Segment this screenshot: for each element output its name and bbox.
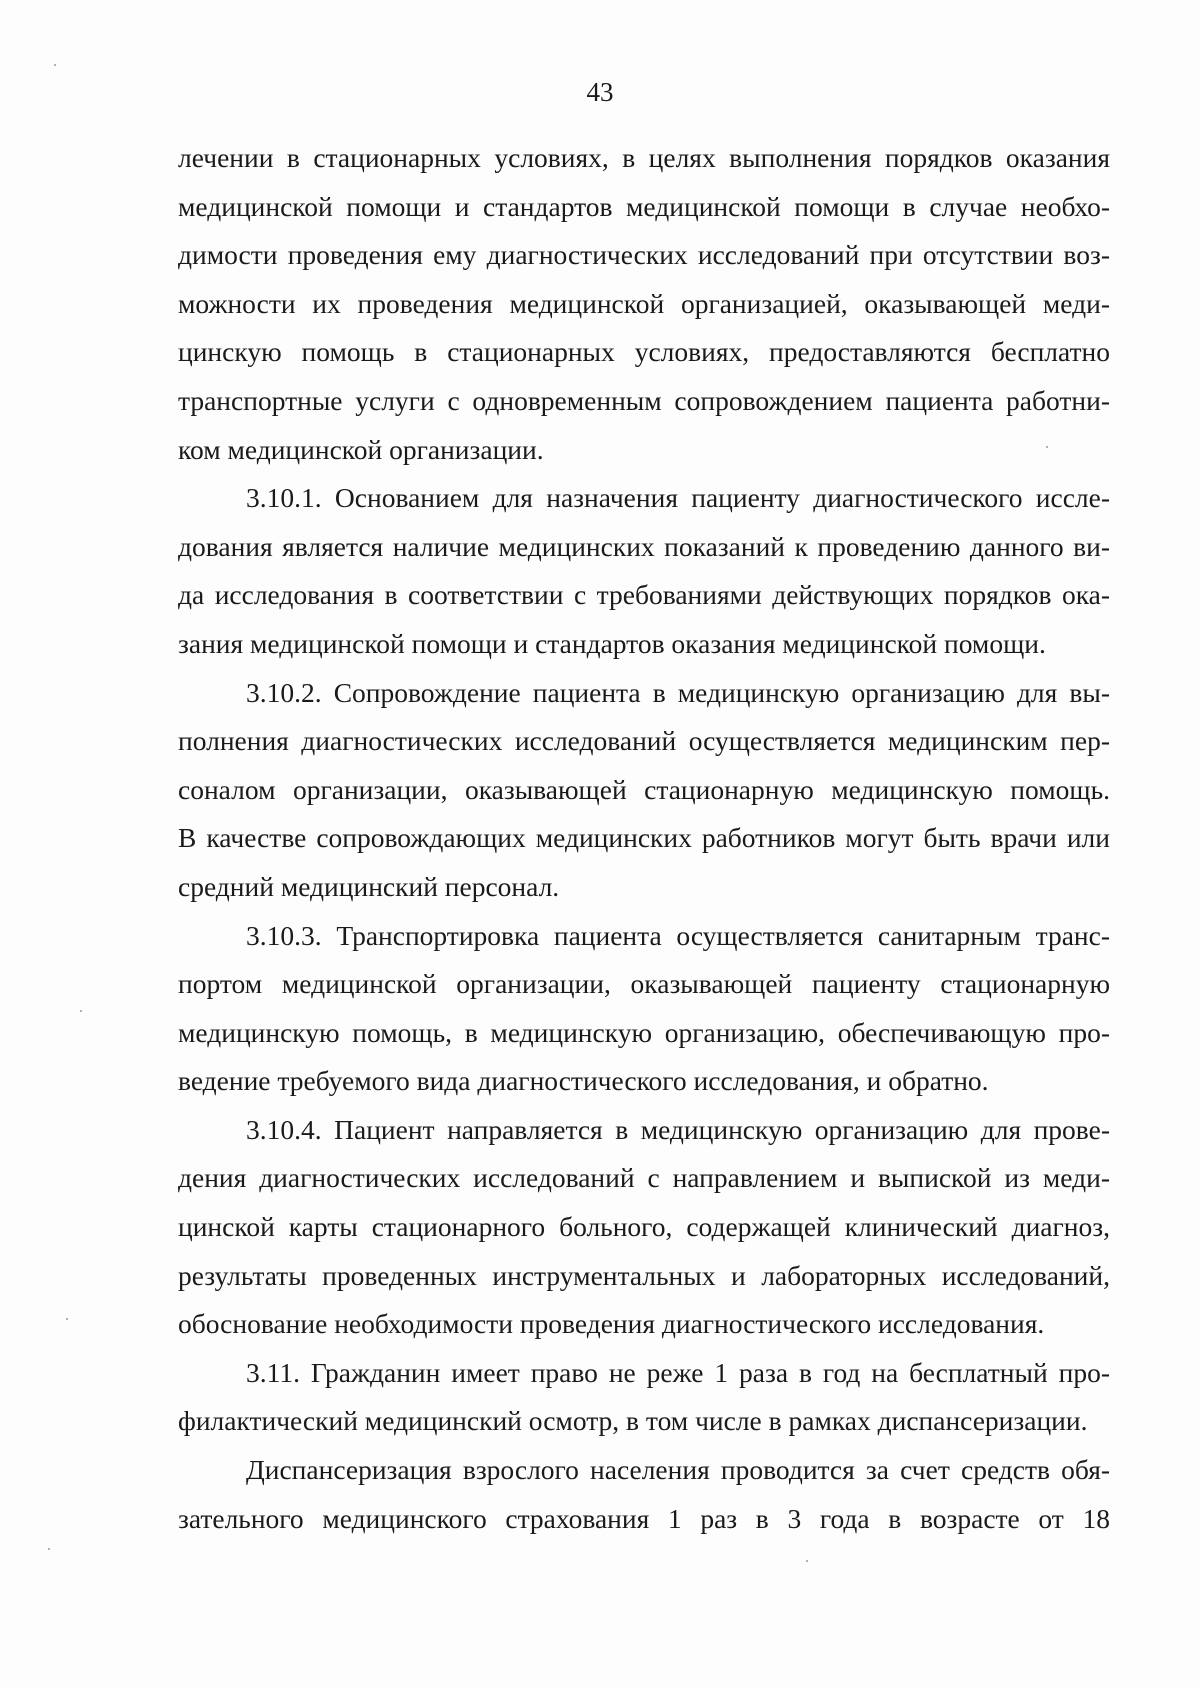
document-body [178,134,1110,1543]
scan-speck [806,1560,808,1562]
text-line: дования является наличие медицинских показаний к проведению данного ви- [178,530,1110,562]
text-line: средний медицинский персонал. [178,870,560,902]
text-line: 3.11. Гражданин имеет право не реже 1 раза в год на бесплатный про- [246,1356,1110,1388]
scan-speck [1046,446,1048,448]
page-number: 43 [586,77,614,107]
scan-speck [80,1010,82,1012]
text-line: лечении в стационарных условиях, в целях выполнения порядков оказания [178,142,1110,173]
text-line: зания медицинской помощи и стандартов оказания медицинской помощи. [178,627,1046,659]
text-line: цинской карты стационарного больного, содержащей клинический диагноз, [178,1211,1110,1243]
text-line: соналом организации, оказывающей стационарную медицинскую помощь. [178,773,1110,805]
text-line: 3.10.4. Пациент направляется в медицинскую организацию для прове- [246,1113,1110,1145]
text-line: цинскую помощь в стационарных условиях, предоставляются бесплатно [178,336,1110,368]
text-line: можности их проведения медицинской организацией, оказывающей меди- [178,287,1110,319]
text-line: ведение требуемого вида диагностического исследования, и обратно. [178,1065,989,1097]
paragraph-continuation [178,134,1110,474]
paragraph-3-10-4 [178,1106,1110,1349]
paragraph-3-10-2 [178,669,1110,912]
text-line: полнения диагностических исследований осуществляется медицинским пер- [178,725,1110,757]
paragraph-3-10-3 [178,912,1110,1106]
text-line: медицинскую помощь, в медицинскую организацию, обеспечивающую про- [178,1016,1110,1048]
paragraph-dispensarization [178,1446,1110,1543]
text-line: зательного медицинского страхования 1 раз в 3 года в возрасте от 18 [178,1502,1110,1534]
text-line: транспортные услуги с одновременным сопровождением пациента работни- [178,384,1110,416]
text-line: да исследования в соответствии с требованиями действующих порядков ока- [178,579,1110,611]
text-line: обоснование необходимости проведения диагностического исследования. [178,1308,1045,1340]
text-line: 3.10.3. Транспортировка пациента осуществляется санитарным транс- [246,919,1110,951]
text-line: 3.10.1. Основанием для назначения пациенту диагностического иссле- [246,482,1110,514]
text-line: результаты проведенных инструментальных и лабораторных исследований, [178,1259,1110,1291]
text-line: медицинской помощи и стандартов медицинской помощи в случае необхо- [178,190,1110,222]
text-line: портом медицинской организации, оказывающей пациенту стационарную [178,968,1110,1000]
text-line: ком медицинской организации. [178,433,544,465]
scan-speck [54,64,56,66]
text-line: дения диагностических исследований с направлением и выпиской из меди- [178,1162,1110,1194]
text-line: 3.10.2. Сопровождение пациента в медицинскую организацию для вы- [246,676,1110,708]
scan-speck [66,1318,68,1320]
text-line: В качестве сопровождающих медицинских работников могут быть врачи или [178,822,1110,854]
paragraph-3-10-1 [178,474,1110,668]
text-line: димости проведения ему диагностических исследований при отсутствии воз- [178,239,1110,271]
paragraph-3-11 [178,1349,1110,1446]
text-line: Диспансеризация взрослого населения проводится за счет средств обя- [246,1454,1110,1486]
text-line: филактический медицинский осмотр, в том числе в рамках диспансеризации. [178,1405,1088,1437]
scan-speck [48,1548,50,1550]
